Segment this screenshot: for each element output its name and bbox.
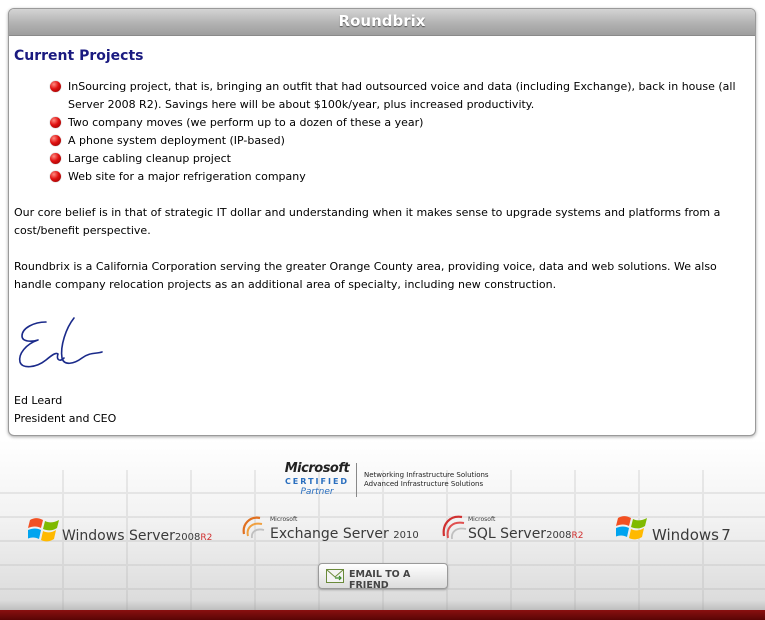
red-bullet-icon	[50, 135, 61, 146]
exchange-brand: Microsoft	[270, 516, 298, 523]
panel-body	[9, 48, 755, 428]
list-item-text: Two company moves (we perform up to a dozen of these a year)	[68, 116, 424, 129]
exchange-name: Exchange Server	[270, 526, 389, 542]
list-item-text: InSourcing project, that is, bringing an outfit that had outsourced voice and data (including Exchange), back in house (all Server 2008 R2). Savings here will be about $100k/year, plus increased productivity.	[68, 80, 736, 111]
belief-paragraph: Our core belief is in that of strategic IT dollar and understanding when it makes sense to upgrade systems and platforms from a cost/benefit perspective.	[14, 206, 721, 237]
exchange-version: 2010	[393, 530, 419, 541]
list-item	[50, 114, 750, 132]
sql-name: SQL Server	[468, 526, 547, 542]
certified-label: CERTIFIED	[284, 477, 350, 486]
windows-flag-icon	[616, 512, 650, 542]
list-item	[50, 132, 750, 150]
email-button-label: EMAIL TO A FRIEND	[349, 569, 411, 591]
list-item	[50, 150, 750, 168]
list-item	[50, 78, 750, 114]
sql-release: R2	[571, 531, 584, 541]
list-item-text: Web site for a major refrigeration company	[68, 170, 306, 183]
exchange-swirl-icon	[240, 512, 270, 540]
red-bullet-icon	[50, 81, 61, 92]
content-panel	[8, 8, 756, 436]
windows7-name: Windows	[652, 526, 719, 544]
windows-server-release: R2	[200, 533, 213, 543]
red-bullet-icon	[50, 117, 61, 128]
windows-7-logo	[616, 510, 736, 550]
microsoft-wordmark: Microsoft	[284, 461, 350, 476]
bottom-bar	[0, 610, 765, 620]
partner-label: Partner	[300, 487, 334, 497]
sql-server-2008-r2-logo	[440, 512, 584, 552]
red-bullet-icon	[50, 171, 61, 182]
cert-divider	[356, 463, 357, 497]
windows-flag-icon	[28, 514, 62, 544]
windows-server-name: Windows Server	[62, 528, 175, 544]
sql-brand: Microsoft	[468, 516, 496, 523]
sql-swirl-icon	[440, 512, 468, 540]
microsoft-certified-partner-logo	[282, 459, 492, 501]
envelope-icon	[326, 569, 344, 583]
email-to-friend-button[interactable]	[318, 563, 448, 589]
signature-name: Ed Leard	[14, 394, 63, 407]
section-heading: Current Projects	[14, 48, 144, 64]
handwritten-signature	[16, 314, 108, 372]
competency-advanced: Advanced Infrastructure Solutions	[364, 480, 484, 488]
red-bullet-icon	[50, 153, 61, 164]
company-paragraph: Roundbrix is a California Corporation serving the greater Orange County area, providing voice, data and web solutions. We also handle company relocation projects as an additional area of specialty, including new construction.	[14, 260, 717, 291]
competency-networking: Networking Infrastructure Solutions	[364, 471, 489, 479]
panel-title: Roundbrix	[9, 9, 755, 36]
project-list	[50, 78, 750, 186]
windows7-version: 7	[721, 526, 731, 544]
list-item-text: A phone system deployment (IP-based)	[68, 134, 285, 147]
sql-version: 2008	[546, 530, 572, 541]
windows-server-version: 2008	[174, 532, 201, 543]
list-item-text: Large cabling cleanup project	[68, 152, 231, 165]
signature-title: President and CEO	[14, 412, 117, 425]
windows-server-2008-r2-logo	[28, 512, 218, 552]
list-item	[50, 168, 750, 186]
exchange-server-2010-logo	[240, 510, 419, 550]
certified-partner-badge	[282, 461, 352, 497]
competency-list	[364, 471, 489, 489]
